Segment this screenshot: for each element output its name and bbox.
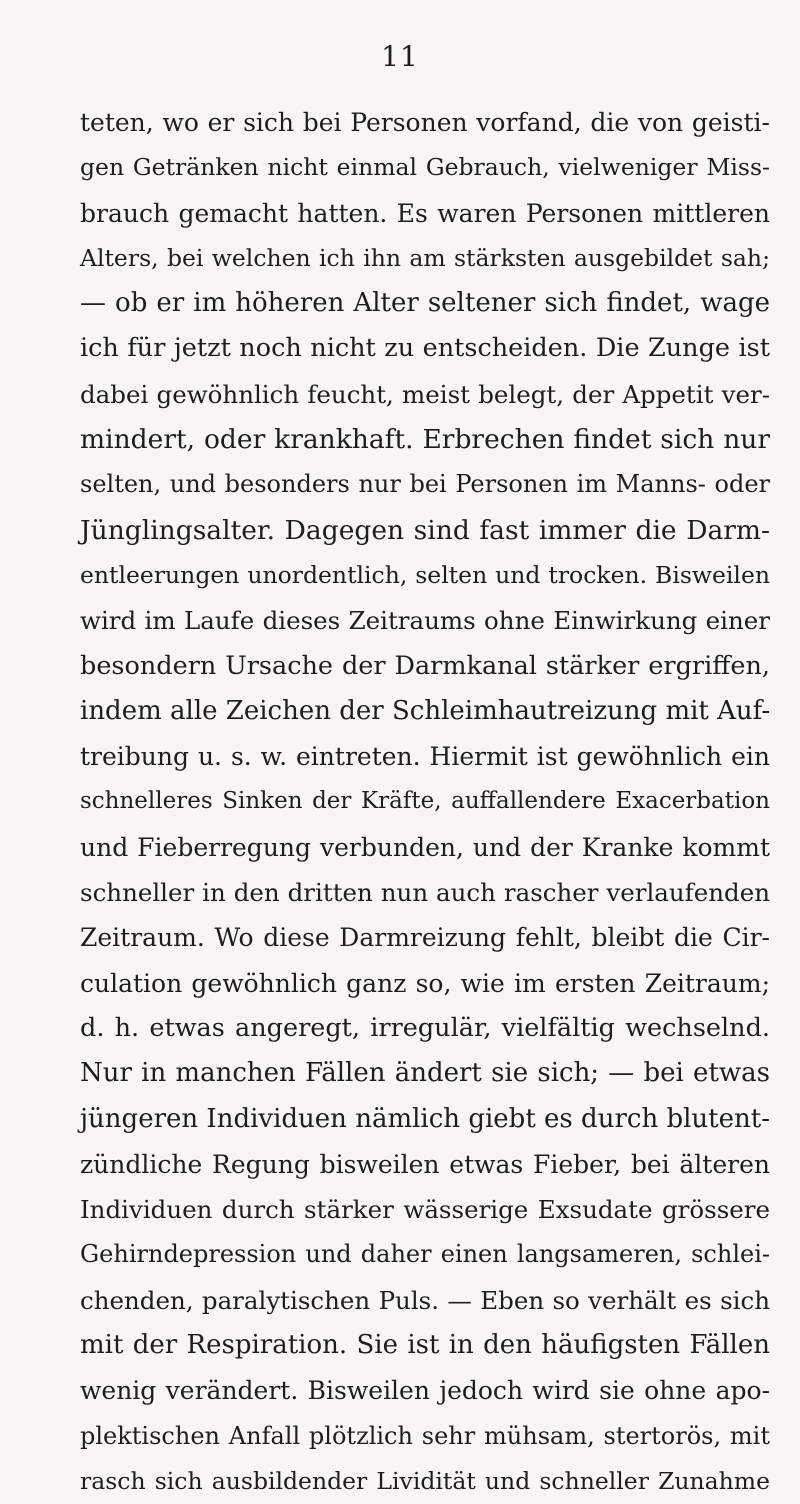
page-number: 11 xyxy=(381,40,419,73)
text-line: ich für jetzt noch nicht zu entscheiden. Die Zunge ist xyxy=(80,333,770,364)
text-line: — ob er im höheren Alter seltener sich findet, wage xyxy=(80,288,770,319)
text-line: selten, und besonders nur bei Personen im Manns- oder xyxy=(80,470,770,499)
text-line: treibung u. s. w. eintreten. Hiermit ist gewöhnlich ein xyxy=(80,742,770,772)
text-line: Alters, bei welchen ich ihn am stärksten ausgebildet sah; xyxy=(80,243,770,272)
text-line: rasch sich ausbildender Lividität und schneller Zunahme xyxy=(80,1466,770,1495)
text-line: schnelleres Sinken der Kräfte, auffallendere Exacerbation xyxy=(80,788,770,815)
text-line: wird im Laufe dieses Zeitraums ohne Einwirkung einer xyxy=(80,606,770,636)
text-line: jüngeren Individuen nämlich giebt es durch blutent- xyxy=(80,1103,770,1134)
text-line: schneller in den dritten nun auch rascher verlaufenden xyxy=(80,878,770,908)
text-line: wenig verändert. Bisweilen jedoch wird sie ohne apo- xyxy=(80,1376,770,1406)
text-line: d. h. etwas angeregt, irregulär, vielfältig wechselnd. xyxy=(80,1012,770,1043)
text-line: brauch gemacht hatten. Es waren Personen mittleren xyxy=(80,198,770,228)
body-text xyxy=(80,100,770,1504)
text-line: besondern Ursache der Darmkanal stärker ergriffen, xyxy=(80,650,770,681)
text-line: culation gewöhnlich ganz so, wie im ersten Zeitraum; xyxy=(80,968,770,998)
text-line: mit der Respiration. Sie ist in den häufigsten Fällen xyxy=(80,1330,770,1361)
text-line: teten, wo er sich bei Personen vorfand, die von geisti- xyxy=(80,108,770,137)
text-line: und Fieberregung verbunden, und der Kranke kommt xyxy=(80,832,770,862)
text-line: entleerungen unordentlich, selten und trocken. Bisweilen xyxy=(80,560,770,589)
text-line: mindert, oder krankhaft. Erbrechen findet sich nur xyxy=(80,424,770,456)
text-line: gen Getränken nicht einmal Gebrauch, vielweniger Miss- xyxy=(80,153,770,182)
text-line: Jünglingsalter. Dagegen sind fast immer die Darm- xyxy=(80,514,770,546)
text-line: Zeitraum. Wo diese Darmreizung fehlt, bleibt die Cir- xyxy=(80,923,770,953)
text-line: chenden, paralytischen Puls. — Eben so verhält es sich xyxy=(80,1285,770,1315)
text-line: indem alle Zeichen der Schleimhautreizung mit Auf- xyxy=(80,695,771,726)
text-line: Nur in manchen Fällen ändert sie sich; — bei etwas xyxy=(80,1058,770,1089)
text-line: Gehirndepression und daher einen langsameren, schlei- xyxy=(80,1240,770,1269)
text-line: Individuen durch stärker wässerige Exsudate grössere xyxy=(80,1195,770,1225)
text-line: dabei gewöhnlich feucht, meist belegt, der Appetit ver- xyxy=(80,379,770,409)
text-line: zündliche Regung bisweilen etwas Fieber, bei älteren xyxy=(80,1149,770,1179)
text-line: plektischen Anfall plötzlich sehr mühsam, stertorös, mit xyxy=(80,1421,770,1450)
